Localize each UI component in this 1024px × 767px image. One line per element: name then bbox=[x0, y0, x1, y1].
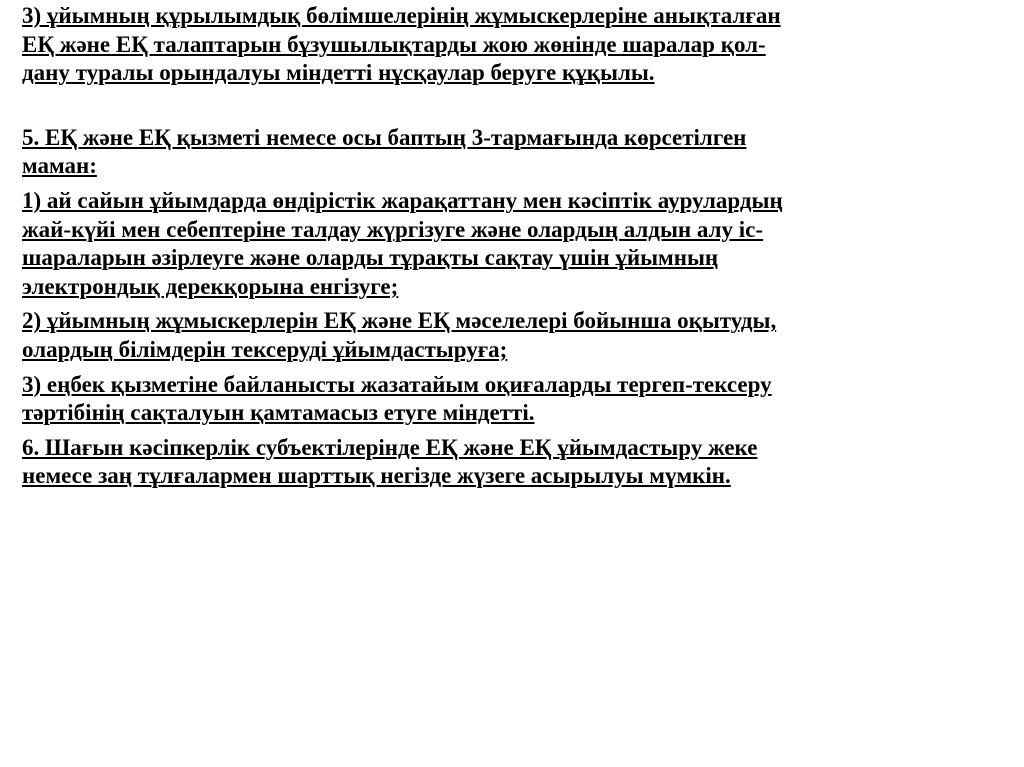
text-line: дану туралы орындалуы міндетті нұсқаулар беруге құқылы. bbox=[22, 60, 655, 86]
text-line: 2) ұйымның жұмыскерлерін ЕҚ және ЕҚ мәселелері бойынша оқытуды, bbox=[22, 308, 777, 334]
paragraph-item-1 bbox=[22, 187, 1018, 301]
text-line: тәртібінің сақталуын қамтамасыз етуге міндетті. bbox=[22, 400, 535, 426]
text-line: ЕҚ және ЕҚ талаптарын бұзушылықтарды жою жөнінде шаралар қол- bbox=[22, 31, 766, 57]
text-line: 3) ұйымның құрылымдық бөлімшелерінің жұмыскерлеріне анықталған bbox=[22, 3, 781, 28]
text-line: шараларын әзірлеуге және оларды тұрақты сақтау үшін ұйымның bbox=[22, 245, 719, 271]
text-line: 6. Шағын кәсіпкерлік субъектілерінде ЕҚ және ЕҚ ұйымдастыру жеке bbox=[22, 434, 758, 460]
text-line: олардың білімдерін тексеруді ұйымдастыруға; bbox=[22, 336, 508, 362]
paragraph-item-2 bbox=[22, 307, 1018, 364]
text-line: маман: bbox=[22, 153, 97, 179]
paragraph-spacer bbox=[22, 88, 1018, 124]
text-line: 1) ай сайын ұйымдарда өндірістік жарақаттану мен кәсіптік аурулардың bbox=[22, 187, 783, 213]
text-line: 3) еңбек қызметіне байланысты жазатайым оқиғаларды тергеп-тексеру bbox=[22, 371, 772, 397]
text-line: 5. ЕҚ және ЕҚ қызметі немесе осы баптың 3-тармағында көрсетілген bbox=[22, 124, 747, 150]
paragraph-clause-6 bbox=[22, 434, 1018, 491]
paragraph-item-3-duties bbox=[22, 371, 1018, 428]
document-body bbox=[22, 2, 1018, 491]
text-line: электрондық дерекқорына енгізуге; bbox=[22, 273, 399, 299]
text-line: немесе заң тұлғалармен шарттық негізде жүзеге асырылуы мүмкін. bbox=[22, 463, 731, 489]
text-line: жай-күйі мен себептеріне талдау жүргізуге және олардың алдын алу іс- bbox=[22, 216, 764, 242]
paragraph-item-3-rights bbox=[22, 2, 1018, 88]
paragraph-clause-5 bbox=[22, 124, 1018, 181]
